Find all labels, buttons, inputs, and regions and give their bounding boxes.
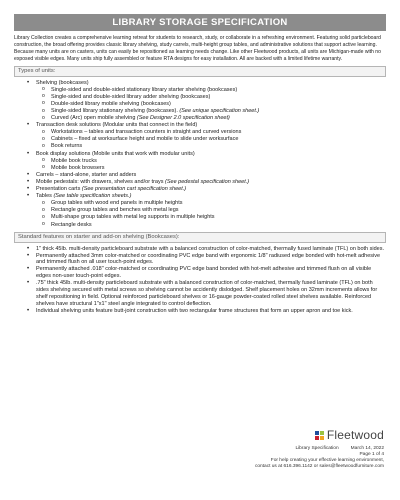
standard-feature-item: • .75" thick 45lb. multi-density particleboard substrate with a balanced construction of color-matched, thermally fused laminate (TFL) on both sides shelving secured with metal screws so shelving cannot be accidently dislodged. Shelf placement holes on 32mm increments allows for shelf repositioning in field. Optional reinforced particleboard shelves or 16-gauge powder-coated rolled steel shelves available. Reinforced shelves have structural 1"x1" steel angle integrated to control deflection. [14,280,386,308]
item-text: Single-sided library stationary shelving (bookcases). [51,108,180,114]
item-text: Transaction desk solutions (Modular units that connect in the field) [36,122,198,129]
footer-doc-name: Library Specification [295,446,339,451]
item-text: Tables [36,193,54,200]
type-subitem [36,214,386,221]
item-reference-note: (See unique specification sheet.) [179,108,260,114]
type-subitem [36,200,386,207]
item-text: Curved (Arc) open mobile shelving [51,115,137,122]
footer-date: March 14, 2022 [350,446,384,451]
item-text: Group tables with wood end panels in multiple heights [51,200,183,207]
item-reference-note: (See pedestal specification sheet.) [165,178,250,185]
item-text: Rectangle desks [51,221,92,228]
type-item [14,172,386,179]
section-heading-standard: Standard features on starter and add-on shelving (Bookcases): [14,232,386,243]
logo-text: Fleetwood [326,428,384,442]
item-text: Mobile book trucks [51,157,97,164]
type-subitem [36,129,386,136]
logo-mark-icon [315,431,324,440]
item-text: Mobile book browsers [51,164,105,171]
standard-feature-item: • Permanently attached .018" color-matched or coordinating PVC edge band bonded with hot-melt adhesive and trimmed flush on all visible edges non-user touch-point edges. [14,266,386,280]
item-text: Multi-shape group tables with metal leg supports in multiple heights [51,214,215,221]
item-text: Cabinets – fixed at worksurface height and mobile to slide under worksurface [51,136,239,143]
type-subitem [36,108,386,115]
item-text: Presentation carts [36,186,82,193]
item-text: Rectangle group tables and benches with metal legs [51,207,179,214]
type-subitem [36,143,386,150]
type-item [14,80,386,123]
item-text: Shelving (bookcases) [36,79,89,86]
type-subitem [36,115,386,122]
type-subitem [36,222,386,229]
item-text: Single-sided and double-sided stationary library starter shelving (bookcases) [51,86,238,93]
standard-feature-item: • Permanently attached 3mm color-matched or coordinating PVC edge band with ergonomic 1/8" radiused edge bonded with hot-melt adhesive and trimmed flush on all user touch-point edges. [14,253,386,267]
type-subitems [36,87,386,122]
standard-feature-item: • Individual shelving units feature butt-joint construction with two rectangular frame structures that form an upper apron and toe kick. [14,308,386,315]
type-subitem [36,165,386,172]
type-item [14,193,386,228]
item-text: Book returns [51,143,83,150]
type-subitems [36,158,386,172]
fleetwood-logo [184,428,384,442]
footer-help-line-1: For help creating your effective learning environment, [270,458,384,463]
type-subitem [36,158,386,165]
type-item [14,186,386,193]
types-list [14,80,386,229]
type-subitems [36,200,386,228]
standard-feature-item: • 1" thick 45lb. multi-density particleboard substrate with a balanced construction of color-matched, thermally fused laminate (TFL) on both sides. [14,246,386,253]
item-text: Single-sided and double-sided library adder shelving (bookcases) [51,93,211,100]
type-subitems [36,129,386,150]
type-subitem [36,87,386,94]
type-item [14,122,386,150]
section-heading-types: Types of units: [14,66,386,77]
logo-square [315,436,319,440]
type-subitem [36,207,386,214]
footer-help-line-2: contact us at 616.396.1142 or sales@fleetwoodfurniture.com [254,464,384,469]
type-subitem [36,101,386,108]
standard-features-list [14,246,386,315]
item-reference-note: (See presentation cart specification sheet.) [81,186,187,193]
type-item [14,151,386,172]
intro-paragraph: Library Collection creates a comprehensive learning retreat for students to research, study, or collaborate in a refreshing environment. Featuring solid particleboard construction, the broad offering provides classic library shelving, study carrels, multi-height group tables, and administrative solutions that support active learning. Because many units are on casters, units can easily be repositioned as learning needs change. Like other Fleetwood products, all units are Michigan-made with no exposed visible edges. Many units ship fully assembled or feature RTA designs for easy installation. All are backed with a limited lifetime warranty. [14,35,381,62]
type-subitem [36,94,386,101]
footer-page-number: Page 1 of 4 [359,452,384,457]
logo-square [320,431,324,435]
logo-square [315,431,319,435]
page-title: LIBRARY STORAGE SPECIFICATION [14,14,386,31]
item-text: Double-sided library mobile shelving (bookcases) [51,100,171,107]
logo-square [320,436,324,440]
item-text: Carrels – stand-alone, starter and adders [36,171,137,178]
page-footer [184,428,384,470]
item-text: Mobile pedestals: with drawers, shelves and/or trays [36,178,166,185]
item-text: Book display solutions (Mobile units that work with modular units) [36,150,195,157]
type-item [14,179,386,186]
item-text: Workstations – tables and transaction counters in straight and curved versions [51,129,242,136]
item-reference-note: (See table specification sheets.) [53,193,132,200]
type-subitem [36,136,386,143]
item-reference-note: (See Designer 2.0 specification sheet) [136,115,230,122]
